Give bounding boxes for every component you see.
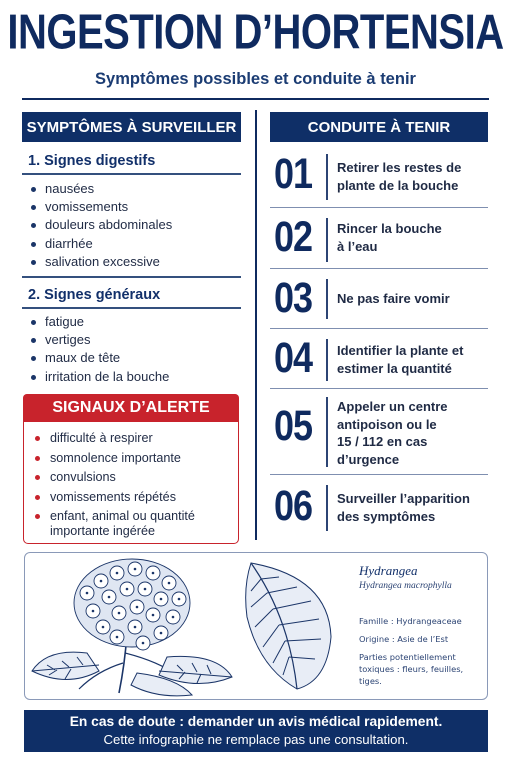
step-number: 04 [274, 333, 313, 382]
symptoms-banner: SYMPTÔMES À SURVEILLER [22, 112, 241, 142]
list-item: irritation de la bouche [30, 368, 169, 386]
plant-info-box [24, 552, 488, 700]
step-text: Appeler un centre antipoison ou le 15 / 112 en cas d’urgence [337, 399, 448, 467]
alert-signals-list [34, 429, 224, 539]
step-05 [270, 391, 488, 473]
list-item: maux de tête [30, 349, 169, 367]
alert-signals-heading: SIGNAUX D’ALERTE [23, 394, 239, 422]
step-number: 05 [274, 401, 313, 450]
step-number: 02 [274, 212, 313, 261]
page-title: INGESTION D’HORTENSIA [7, 6, 504, 60]
step-bar [326, 397, 328, 467]
step-bar [326, 218, 328, 262]
list-item: somnolence importante [34, 449, 224, 469]
step-text: Ne pas faire vomir [337, 291, 450, 306]
hydrangea-leaf-illustration [239, 557, 339, 697]
list-item: convulsions [34, 468, 224, 488]
footer-banner [24, 710, 488, 752]
general-signs-list [30, 313, 169, 386]
list-item: douleurs abdominales [30, 216, 172, 234]
header-divider [22, 98, 489, 100]
hydrangea-flower-illustration [27, 553, 237, 699]
digestive-signs-list [30, 180, 172, 271]
step-bar [326, 154, 328, 200]
alert-signals-box [23, 394, 239, 544]
step-02 [270, 210, 488, 268]
step-separator [270, 268, 488, 269]
step-01 [270, 150, 488, 206]
general-heading-rule [22, 307, 241, 309]
list-item: diarrhée [30, 235, 172, 253]
list-item: vomissements [30, 198, 172, 216]
step-number: 03 [274, 273, 313, 322]
general-signs-heading: 2. Signes généraux [28, 287, 161, 303]
step-separator [270, 388, 488, 389]
step-text: Rincer la bouche à l’eau [337, 221, 442, 254]
list-item: fatigue [30, 313, 169, 331]
step-separator [270, 328, 488, 329]
list-item: vomissements répétés [34, 488, 224, 508]
step-number: 06 [274, 481, 313, 530]
list-item: salivation excessive [30, 253, 172, 271]
plant-origin: Origine : Asie de l’Est [359, 634, 449, 644]
step-03 [270, 271, 488, 327]
plant-latin-name: Hydrangea macrophylla [359, 581, 452, 591]
plant-family: Famille : Hydrangeaceae [359, 616, 462, 626]
step-number: 01 [274, 149, 313, 198]
step-text: Surveiller l’apparition des symptômes [337, 491, 470, 524]
step-bar [326, 485, 328, 531]
step-06 [270, 477, 488, 539]
plant-name: Hydrangea [359, 563, 418, 578]
column-divider [255, 110, 257, 540]
list-item: vertiges [30, 331, 169, 349]
step-text: Identifier la plante et estimer la quantité [337, 343, 464, 376]
step-separator [270, 207, 488, 208]
section-separator [22, 276, 241, 278]
step-text: Retirer les restes de plante de la bouche [337, 160, 462, 193]
list-item: enfant, animal ou quantité importante ingérée [34, 507, 224, 539]
step-separator [270, 474, 488, 475]
list-item: nausées [30, 180, 172, 198]
step-bar [326, 339, 328, 381]
step-04 [270, 331, 488, 387]
digestive-heading-rule [22, 173, 241, 175]
plant-toxic-parts: Parties potentiellement toxiques : fleurs, feuilles, tiges. [359, 652, 464, 686]
footer-advice: En cas de doute : demander un avis médical rapidement. [69, 714, 443, 729]
procedure-banner: CONDUITE À TENIR [270, 112, 488, 142]
step-bar [326, 279, 328, 319]
page-subtitle: Symptômes possibles et conduite à tenir [95, 70, 416, 88]
digestive-signs-heading: 1. Signes digestifs [28, 153, 156, 169]
list-item: difficulté à respirer [34, 429, 224, 449]
footer-disclaimer: Cette infographie ne remplace pas une consultation. [103, 732, 409, 747]
